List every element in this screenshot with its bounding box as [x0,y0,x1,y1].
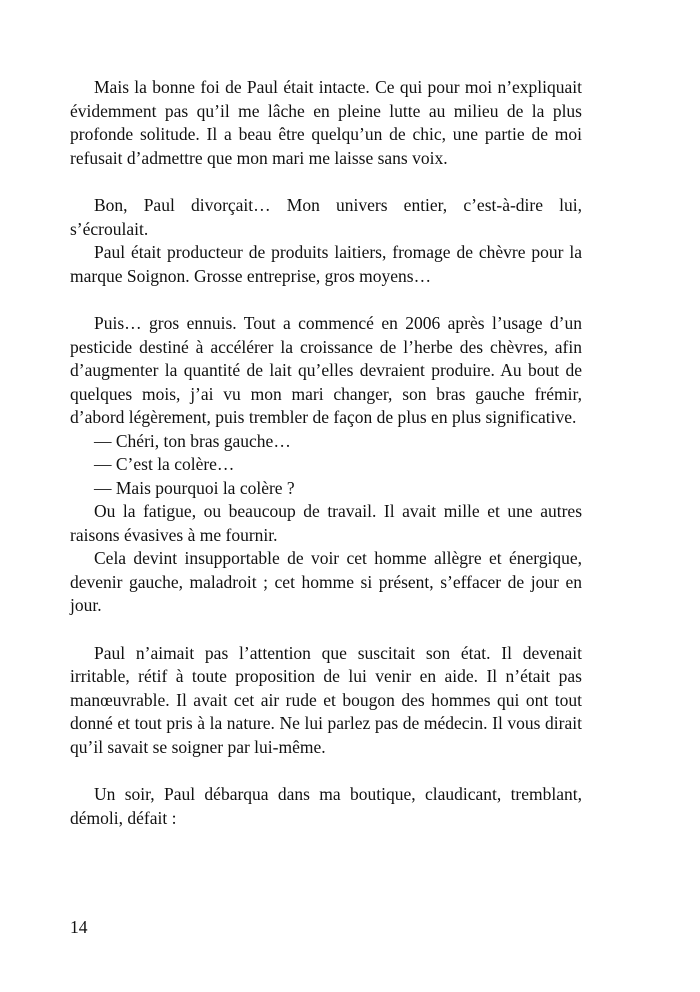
page-number: 14 [70,917,88,937]
paragraph-8: Un soir, Paul débarqua dans ma boutique, claudicant, tremblant, démoli, défait : [70,784,582,828]
paragraph-1: Mais la bonne foi de Paul était intacte. Ce qui pour moi n’expliquait évidemment pas qu’il me lâche en pleine lutte au milieu de la plus profonde solitude. Il a beau être quelqu’un de chic, une partie de moi refusait d’admettre que mon mari me laisse sans voix. [70,77,582,168]
paragraph-break [70,170,582,194]
paragraph-break [70,288,582,312]
paragraph-3: Paul était producteur de produits laitiers, fromage de chèvre pour la marque Soignon. Grosse entreprise, gros moyens… [70,242,582,286]
dialogue-line-1: — Chéri, ton bras gauche… [94,430,291,451]
paragraph-2: Bon, Paul divorçait… Mon univers entier, c’est-à-dire lui, s’écroulait. [70,195,582,239]
paragraph-7: Paul n’aimait pas l’attention que suscitait son état. Il devenait irritable, rétif à toute proposition de lui venir en aide. Il n’était pas manœuvrable. Il avait cet air rude et bougon des hommes qui ont tout donné et tout pris à la nature. Ne lui parlez pas de médecin. Il vous dirait qu’il savait se soigner par lui-même. [70,642,582,757]
paragraph-5: Ou la fatigue, ou beaucoup de travail. Il avait mille et une autres raisons évasives à me fournir. [70,501,582,545]
page-body [70,76,582,830]
paragraph-break [70,618,582,642]
dialogue-line-3: — Mais pourquoi la colère ? [94,477,295,498]
dialogue-line-2: — C’est la colère… [94,454,235,474]
paragraph-4: Puis… gros ennuis. Tout a commencé en 2006 après l’usage d’un pesticide destiné à accélérer la croissance de l’herbe des chèvres, afin d’augmenter la quantité de lait qu’elles devraient produire. Au bout de quelques mois, j’ai vu mon mari changer, son bras gauche frémir, d’abord légèrement, puis trembler de façon de plus en plus significative. [70,313,582,427]
paragraph-6: Cela devint insupportable de voir cet homme allègre et énergique, devenir gauche, maladroit ; cet homme si présent, s’effacer de jour en jour. [70,548,582,615]
paragraph-break [70,759,582,783]
